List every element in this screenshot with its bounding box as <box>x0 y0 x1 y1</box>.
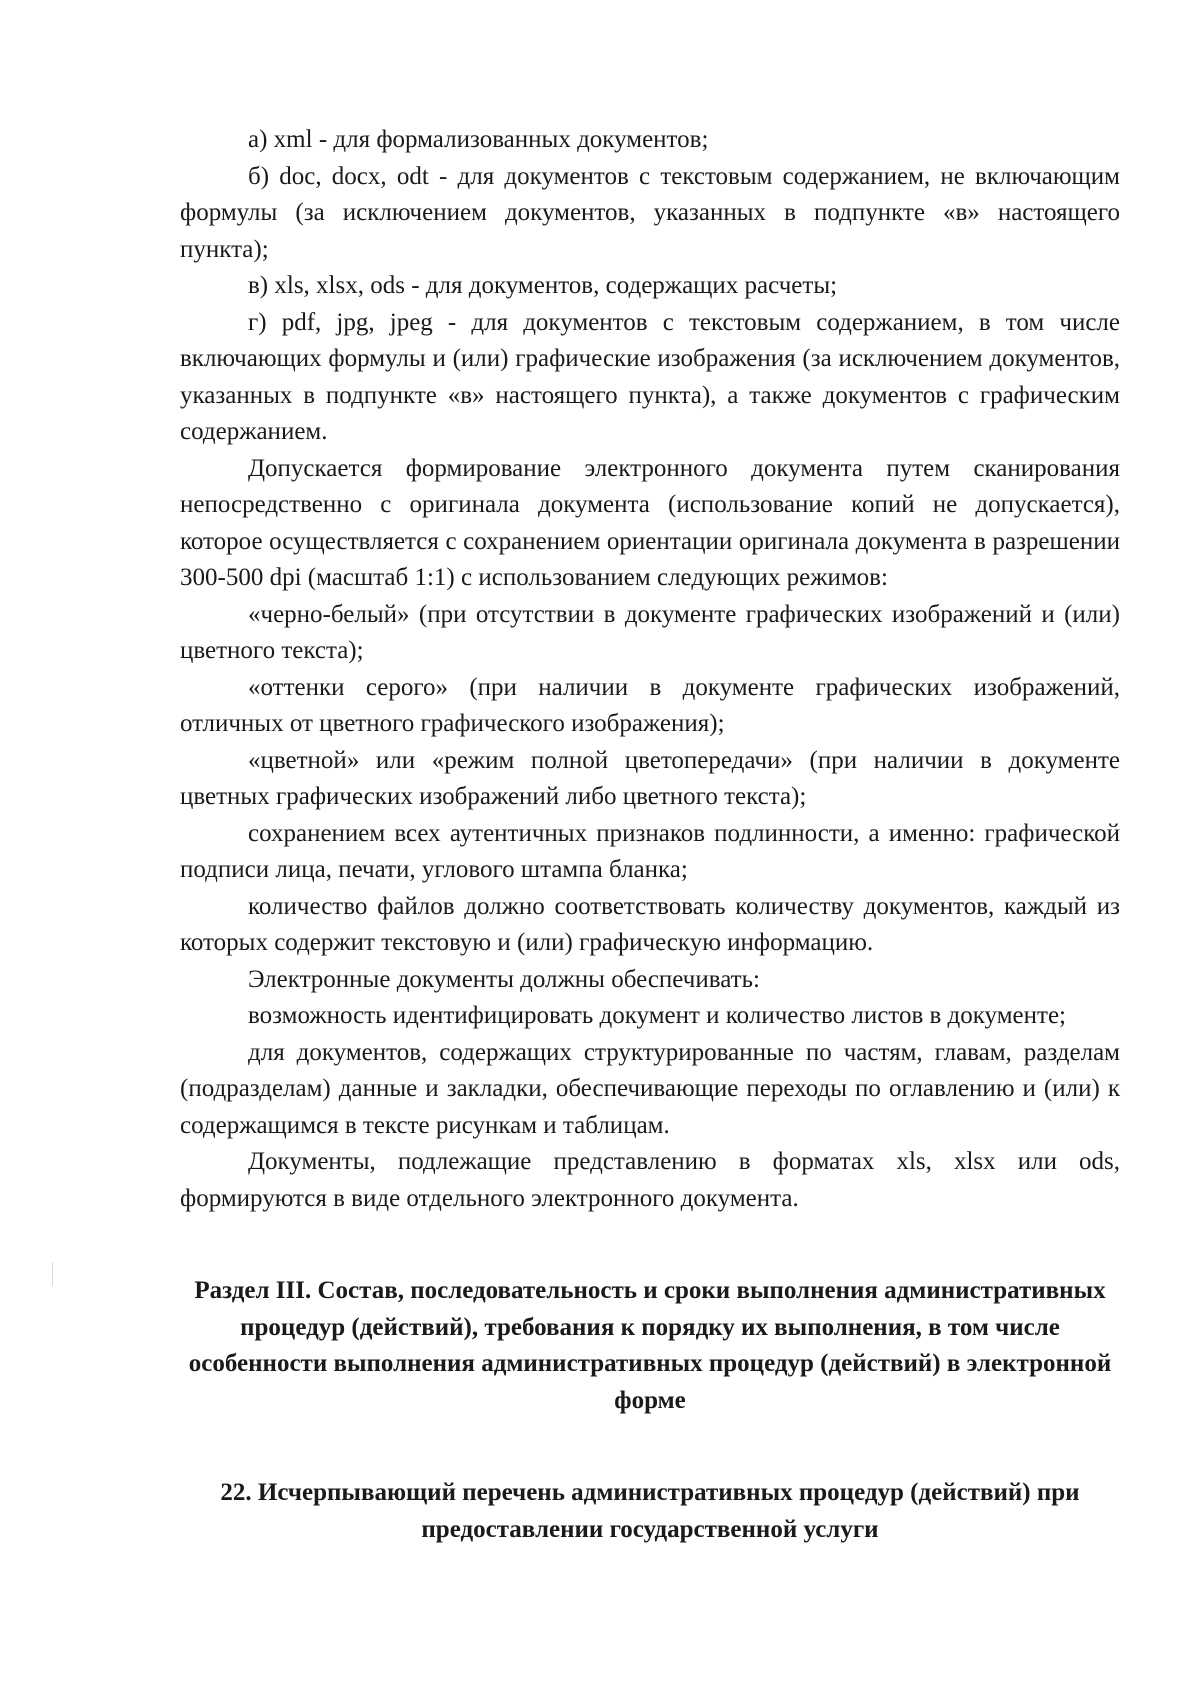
subsection-heading: 22. Исчерпывающий перечень административных процедур (действий) при предоставлении государственной услуги <box>220 1479 1080 1543</box>
spreadsheet-paragraph: Документы, подлежащие представлению в форматах xls, xlsx или ods, формируются в виде отдельного электронного документа. <box>180 1148 1120 1212</box>
page-body <box>180 122 1120 1548</box>
format-item-pdf: г) pdf, jpg, jpeg - для документов с текстовым содержанием, в том числе включающих формулы и (или) графические изображения (за исключением документов, указанных в подпункте «в» настоящего пункта), а также документов с графическим содержанием. <box>180 308 1120 445</box>
requirements-intro: Электронные документы должны обеспечивать: <box>248 965 760 993</box>
format-item-xml: а) xml - для формализованных документов; <box>248 126 709 153</box>
format-item-xls: в) xls, xlsx, ods - для документов, содержащих расчеты; <box>248 272 838 299</box>
spacer <box>180 1419 1120 1475</box>
authenticity-paragraph: сохранением всех аутентичных признаков подлинности, а именно: графической подписи лица, печати, углового штампа бланка; <box>180 819 1120 883</box>
mode-color: «цветной» или «режим полной цветопередачи» (при наличии в документе цветных графических изображений либо цветного текста); <box>180 746 1120 810</box>
scanning-paragraph: Допускается формирование электронного документа путем сканирования непосредственно с оригинала документа (использование копий не допускается), которое осуществляется с сохранением ориентации оригинала документа в разрешении 300-500 dpi (масштаб 1:1) с использованием следующих режимов: <box>180 454 1120 591</box>
spacer <box>180 1217 1120 1273</box>
requirement-identify: возможность идентифицировать документ и количество листов в документе; <box>248 1002 1066 1029</box>
section-heading: Раздел III. Состав, последовательность и сроки выполнения административных процедур (действий), требования к порядку их выполнения, в том числе особенности выполнения административных процедур (действий) в электронной форме <box>188 1277 1112 1414</box>
requirement-bookmarks: для документов, содержащих структурированные по частям, главам, разделам (подразделам) данные и закладки, обеспечивающие переходы по оглавлению и (или) к содержащимся в тексте рисункам и таблицам. <box>180 1038 1120 1139</box>
files-count-paragraph: количество файлов должно соответствовать количеству документов, каждый из которых содержит текстовую и (или) графическую информацию. <box>180 892 1120 956</box>
format-item-doc: б) doc, docx, odt - для документов с текстовым содержанием, не включающим формулы (за исключением документов, указанных в подпункте «в» настоящего пункта); <box>180 162 1120 263</box>
mode-grayscale: «оттенки серого» (при наличии в документе графических изображений, отличных от цветного графического изображения); <box>180 673 1120 737</box>
scan-artifact <box>52 1262 53 1286</box>
mode-black-white: «черно-белый» (при отсутствии в документе графических изображений и (или) цветного текста); <box>180 600 1120 664</box>
